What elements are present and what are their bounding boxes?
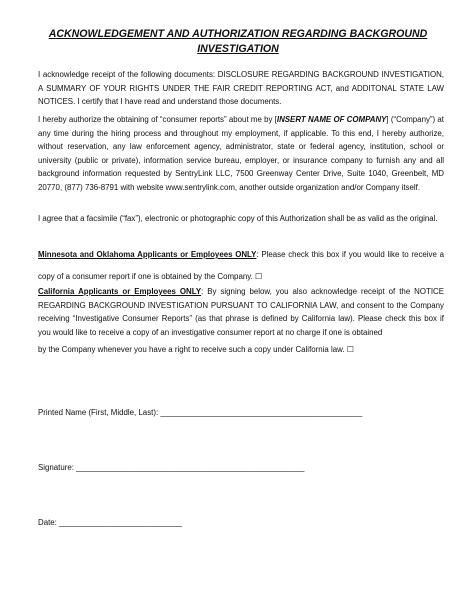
- minnesota-oklahoma-heading: Minnesota and Oklahoma Applicants or Employees ONLY: [38, 250, 257, 259]
- printed-name-field[interactable]: Printed Name (First, Middle, Last): ______________________________________________: [38, 408, 363, 417]
- minnesota-oklahoma-body: : Please check this box if you would like to receive a copy of a consumer report if one is obtained by the Company. ☐: [38, 250, 444, 281]
- acknowledgement-paragraph: I acknowledge receipt of the following documents: DISCLOSURE REGARDING BACKGROUND INVESTIGATION, A SUMMARY OF YOUR RIGHTS UNDER THE FAIR CREDIT REPORTING ACT, and ADDITONAL STATE LAW NOTICES. I certify that I have read and understand those documents.: [38, 70, 444, 107]
- authorization-text-rest: ] (“Company”) at any time during the hiring process and throughout my employment, if applicable. To this end, I hereby authorize, without reservation, any law enforcement agency, administrator, state or federal agency, institution, school or university (public or private), information service bureau, employer, or insurance company to furnish any and all background information requested by SentryLink LLC, 7500 Greenway Center Drive, Suite 1040, Greenbelt, MD 20770, (877) 736-8791 with website www.sentrylink.com, another outside organization and/or Company itself.: [38, 115, 444, 192]
- date-field[interactable]: Date: ____________________________: [38, 518, 182, 527]
- california-paragraph-last-line: by the Company whenever you have a right to receive such a copy under California law. ☐: [38, 345, 354, 354]
- facsimile-paragraph: I agree that a facsimile (“fax”), electronic or photographic copy of this Authorization shall be as valid as the original.: [38, 214, 438, 223]
- california-paragraph: [38, 285, 444, 339]
- signature-field[interactable]: Signature: ____________________________________________________: [38, 463, 305, 472]
- document-title: ACKNOWLEDGEMENT AND AUTHORIZATION REGARDING BACKGROUND INVESTIGATION: [48, 28, 428, 55]
- company-name-placeholder: INSERT NAME OF COMPANY: [276, 115, 387, 124]
- authorization-text-start: I hereby authorize the obtaining of “consumer reports” about me by [: [38, 115, 277, 124]
- authorization-paragraph: [38, 113, 444, 195]
- minnesota-oklahoma-paragraph: [38, 244, 444, 288]
- california-heading: California Applicants or Employees ONLY: [38, 287, 202, 296]
- california-body: : By signing below, you also acknowledge receipt of the NOTICE REGARDING BACKGROUND INVESTIGATION PURSUANT TO CALIFORNIA LAW, and consent to the Company receiving “Investigative Consumer Reports” (as that phrase is defined by California law). Please check this box if you would like to receive a copy of an investigative consumer report at no charge if one is obtained: [38, 287, 444, 337]
